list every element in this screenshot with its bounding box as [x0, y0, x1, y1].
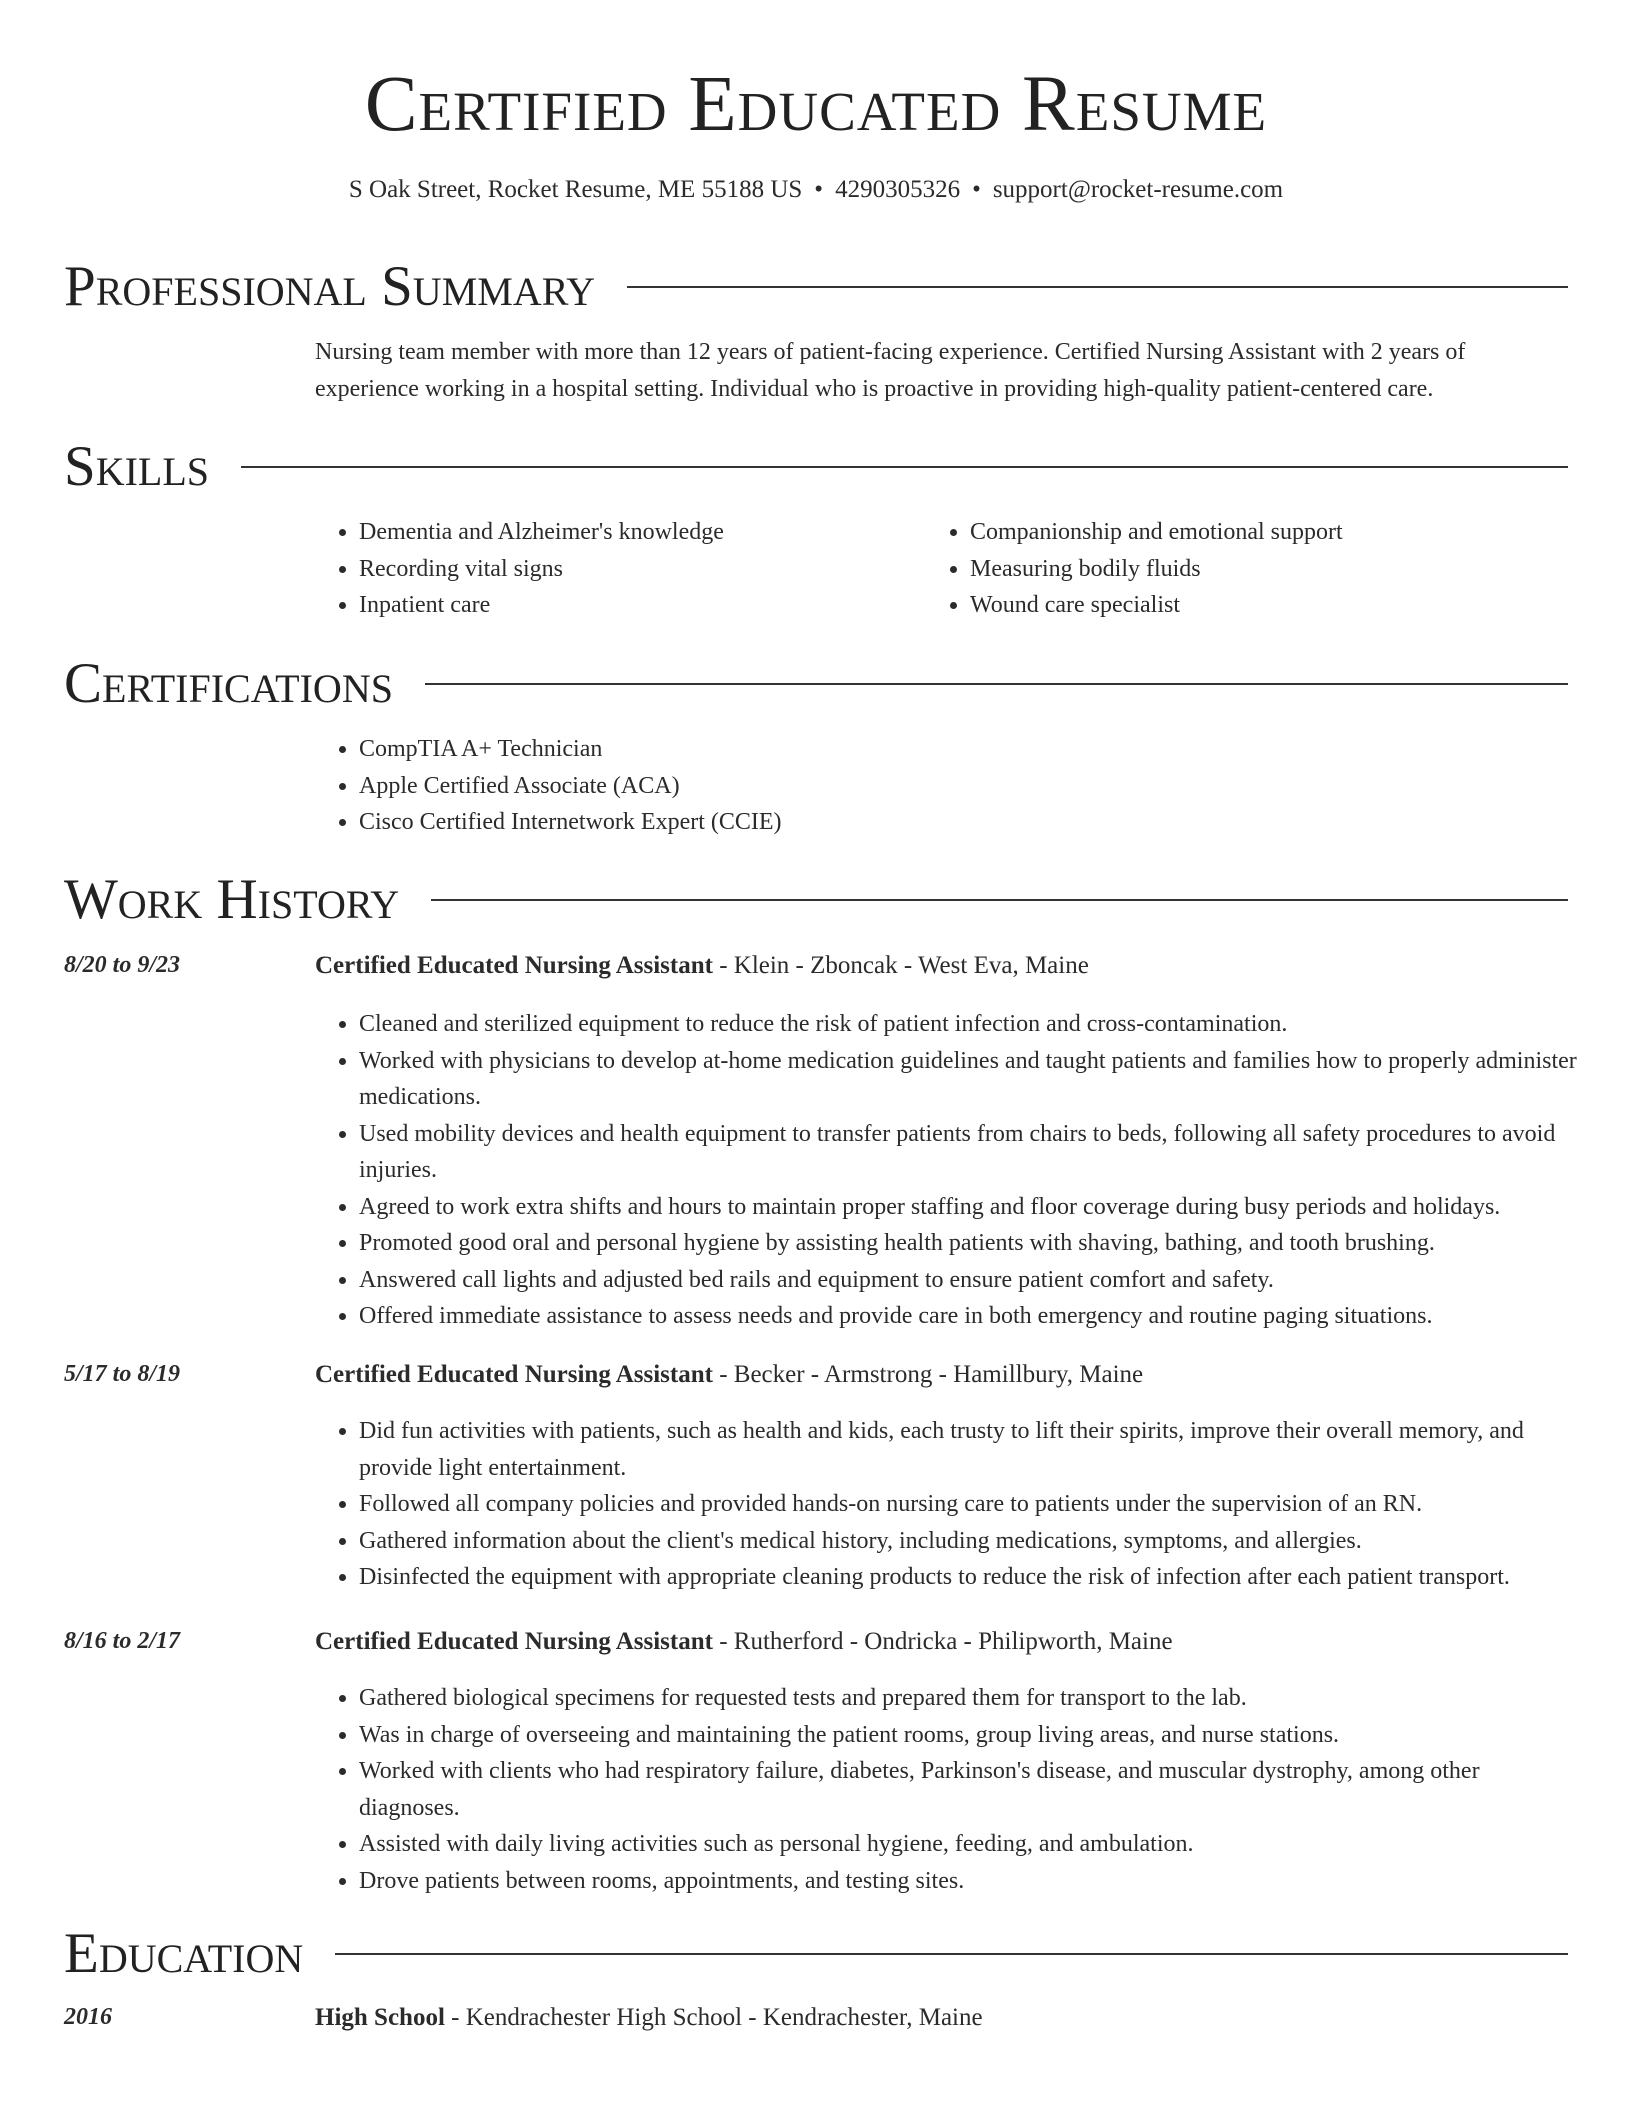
- contact-address: S Oak Street, Rocket Resume, ME 55188 US: [348, 176, 803, 203]
- skill-item: • Inpatient care: [359, 587, 875, 624]
- job-heading: [315, 1628, 1173, 1656]
- certifications-block: [315, 731, 1570, 841]
- skill-item: • Companionship and emotional support: [970, 514, 1486, 551]
- section-title-summary: Professional Summary: [64, 255, 596, 318]
- contact-email: support@rocket-resume.com: [992, 176, 1284, 203]
- contact-separator: •: [814, 176, 824, 203]
- section-header-education: [64, 1922, 1568, 1985]
- certification-item: • CompTIA A+ Technician: [359, 731, 1570, 768]
- job-company: - Klein - Zboncak - West Eva, Maine: [712, 952, 1089, 979]
- skill-item: • Recording vital signs: [359, 551, 875, 588]
- summary-text: Nursing team member with more than 12 years of patient-facing experience. Certified Nursing Assistant with 2 years of experience working in a hospital setting. Individual who is proactive in providing high-quality patient-centered care.: [315, 339, 1466, 402]
- job-bullets: [315, 1413, 1580, 1596]
- education-degree: High School: [315, 2004, 445, 2031]
- skill-item: • Wound care specialist: [970, 587, 1486, 624]
- education-date: 2016: [64, 2004, 112, 2030]
- job-role: Certified Educated Nursing Assistant: [315, 1361, 713, 1388]
- contact-separator: •: [972, 176, 981, 203]
- education-school: - Kendrachester High School - Kendrachester, Maine: [444, 2004, 983, 2031]
- job-bullet: • Promoted good oral and personal hygiene by assisting health patients with shaving, bathing, and tooth brushing.: [359, 1225, 1580, 1262]
- job-date: 5/17 to 8/19: [64, 1361, 181, 1387]
- job-bullet: • Worked with clients who had respiratory failure, diabetes, Parkinson's disease, and muscular dystrophy, among other diagnoses.: [359, 1753, 1580, 1826]
- certification-item: • Apple Certified Associate (ACA): [359, 768, 1570, 805]
- section-divider: [335, 1953, 1568, 1955]
- job-details: [315, 1413, 1580, 1596]
- section-header-work-history: [64, 868, 1568, 931]
- job-company: - Rutherford - Ondricka - Philipworth, Maine: [712, 1628, 1173, 1655]
- job-bullet: • Gathered information about the client's medical history, including medications, symptoms, and allergies.: [359, 1523, 1580, 1560]
- job-heading: [315, 1361, 1143, 1389]
- education-heading: [315, 2004, 983, 2032]
- job-bullet: • Offered immediate assistance to assess needs and provide care in both emergency and routine paging situations.: [359, 1298, 1580, 1335]
- job-heading: [315, 952, 1089, 980]
- job-bullet: • Gathered biological specimens for requested tests and prepared them for transport to the lab.: [359, 1680, 1580, 1717]
- section-divider: [241, 466, 1568, 468]
- section-divider: [425, 683, 1568, 685]
- section-title-work-history: Work History: [64, 868, 400, 931]
- job-role: Certified Educated Nursing Assistant: [315, 1628, 713, 1655]
- section-header-certifications: [64, 652, 1568, 715]
- job-bullet: • Did fun activities with patients, such as health and kids, each trusty to lift their spirits, improve their overall memory, and provide light entertainment.: [359, 1413, 1580, 1486]
- job-company: - Becker - Armstrong - Hamillbury, Maine: [712, 1361, 1144, 1388]
- job-date: 8/20 to 9/23: [64, 952, 181, 978]
- section-title-skills: Skills: [64, 435, 210, 498]
- job-bullet: • Assisted with daily living activities such as personal hygiene, feeding, and ambulation.: [359, 1826, 1580, 1863]
- resume-name: Certified Educated Resume: [364, 61, 1268, 148]
- skills-column-right: [926, 514, 1486, 624]
- job-bullets: [315, 1680, 1580, 1899]
- job-bullet: • Followed all company policies and provided hands-on nursing care to patients under the supervision of an RN.: [359, 1486, 1580, 1523]
- skill-item: • Measuring bodily fluids: [970, 551, 1486, 588]
- skills-list-left: [315, 514, 875, 624]
- job-bullet: • Answered call lights and adjusted bed rails and equipment to ensure patient comfort and safety.: [359, 1262, 1580, 1299]
- job-bullets: [315, 1006, 1580, 1335]
- section-header-skills: [64, 435, 1568, 498]
- job-bullet: • Agreed to work extra shifts and hours to maintain proper staffing and floor coverage during busy periods and holidays.: [359, 1189, 1580, 1226]
- job-bullet: • Was in charge of overseeing and maintaining the patient rooms, group living areas, and nurse stations.: [359, 1717, 1580, 1754]
- section-title-education: Education: [64, 1922, 304, 1985]
- skills-list-right: [926, 514, 1486, 624]
- job-details: [315, 1006, 1580, 1335]
- job-bullet: • Used mobility devices and health equipment to transfer patients from chairs to beds, following all safety procedures to avoid injuries.: [359, 1116, 1580, 1189]
- certification-item: • Cisco Certified Internetwork Expert (CCIE): [359, 804, 1570, 841]
- job-date: 8/16 to 2/17: [64, 1628, 181, 1654]
- section-header-summary: [64, 255, 1568, 318]
- job-role: Certified Educated Nursing Assistant: [315, 952, 713, 979]
- contact-phone: 4290305326: [835, 176, 961, 203]
- skills-column-left: [315, 514, 875, 624]
- job-details: [315, 1680, 1580, 1899]
- job-bullet: • Cleaned and sterilized equipment to reduce the risk of patient infection and cross-contamination.: [359, 1006, 1580, 1043]
- job-bullet: • Worked with physicians to develop at-home medication guidelines and taught patients and families how to properly administer medications.: [359, 1043, 1580, 1116]
- section-divider: [627, 286, 1568, 288]
- section-divider: [431, 899, 1568, 901]
- job-bullet: • Disinfected the equipment with appropriate cleaning products to reduce the risk of infection after each patient transport.: [359, 1559, 1580, 1596]
- job-bullet: • Drove patients between rooms, appointments, and testing sites.: [359, 1863, 1580, 1900]
- contact-line: [0, 176, 1632, 204]
- section-title-certifications: Certifications: [64, 652, 393, 715]
- certifications-list: [315, 731, 1570, 841]
- skill-item: • Dementia and Alzheimer's knowledge: [359, 514, 875, 551]
